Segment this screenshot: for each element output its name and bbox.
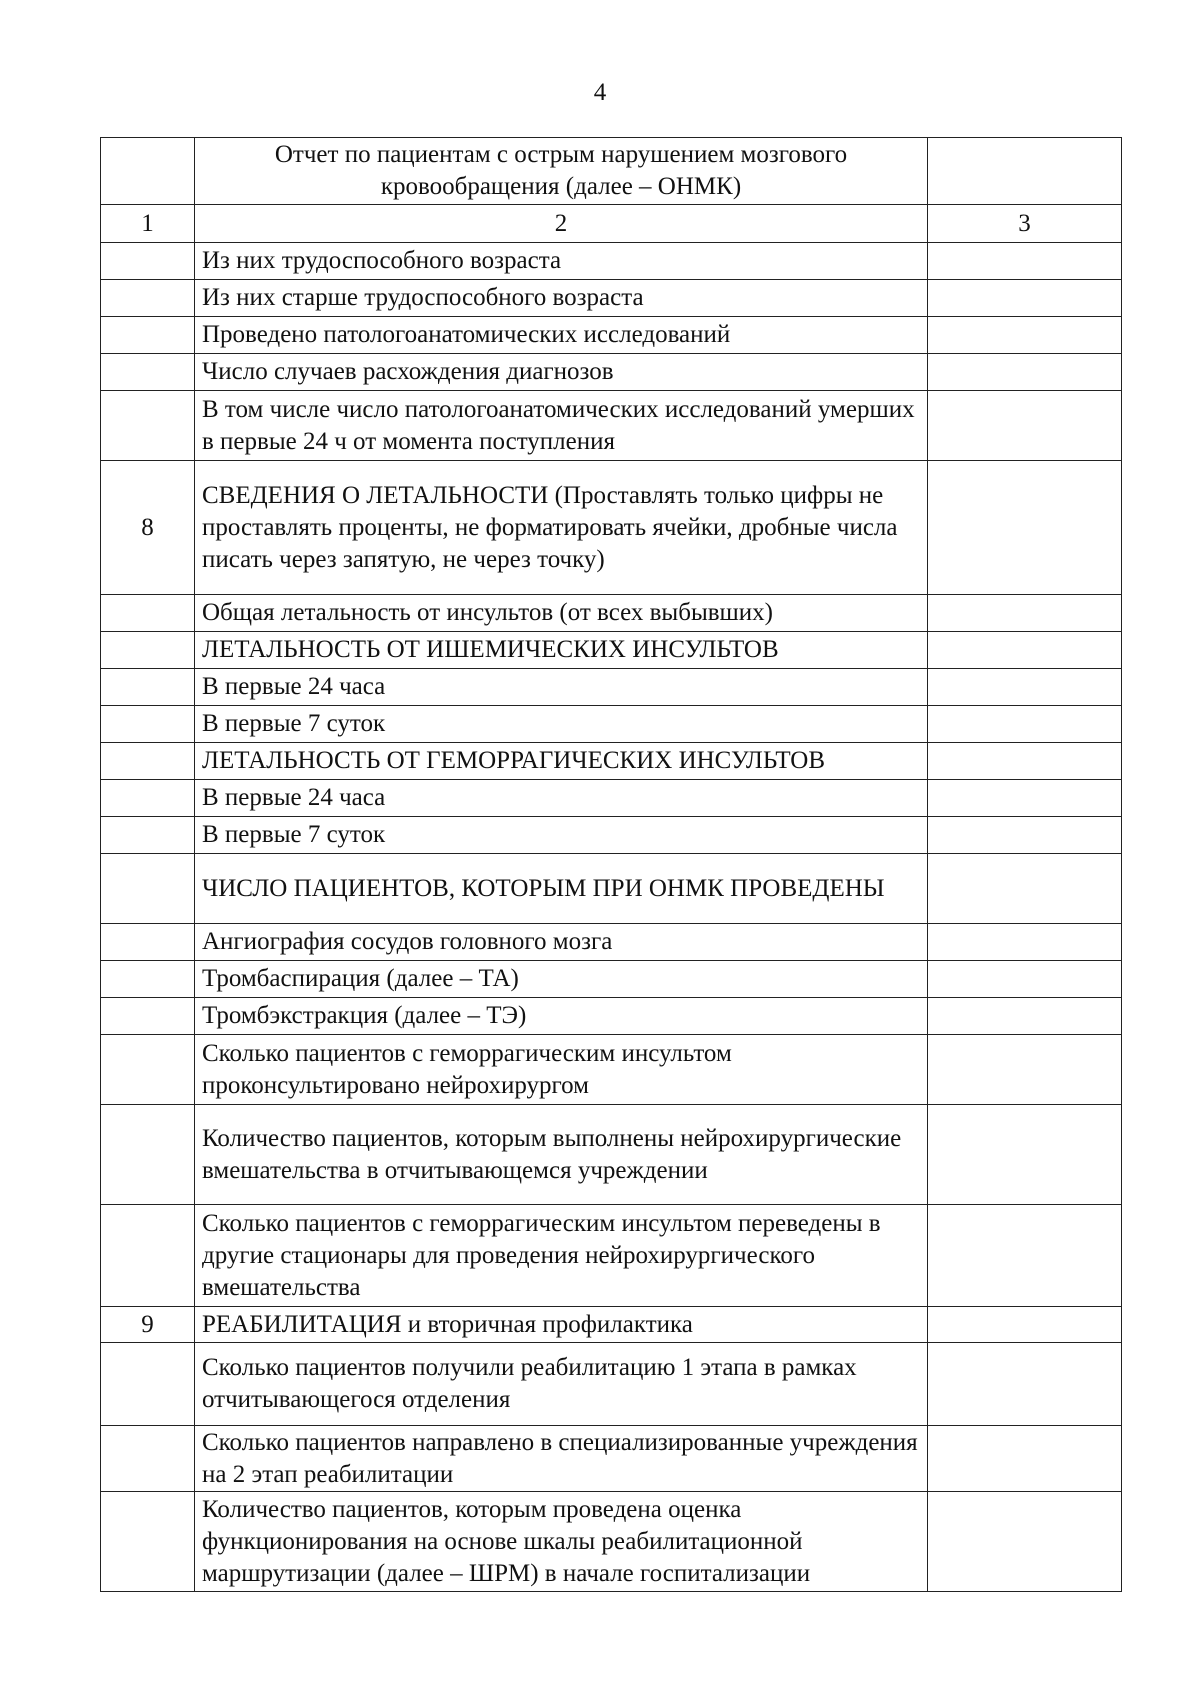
row-number-cell bbox=[101, 817, 195, 854]
table-row bbox=[101, 1035, 1122, 1105]
table-row bbox=[101, 354, 1122, 391]
report-table bbox=[100, 137, 1122, 1592]
row-text-cell: Из них трудоспособного возраста bbox=[195, 243, 928, 280]
page-number: 4 bbox=[593, 79, 607, 106]
table-row bbox=[101, 1105, 1122, 1205]
row-number-cell bbox=[101, 743, 195, 780]
row-text-cell: В том числе число патологоанатомических исследований умерших в первые 24 ч от момента поступления bbox=[195, 391, 928, 461]
table-row bbox=[101, 780, 1122, 817]
row-text-cell: Тромбаспирация (далее – ТА) bbox=[195, 961, 928, 998]
row-text-cell: Общая летальность от инсультов (от всех выбывших) bbox=[195, 595, 928, 632]
row-value-cell[interactable] bbox=[928, 632, 1122, 669]
table-row bbox=[101, 317, 1122, 354]
row-text-cell: Количество пациентов, которым выполнены нейрохирургические вмешательства в отчитывающемся учреждении bbox=[195, 1105, 928, 1205]
row-number-cell bbox=[101, 595, 195, 632]
table-row bbox=[101, 461, 1122, 595]
row-number-cell bbox=[101, 354, 195, 391]
row-number-cell bbox=[101, 243, 195, 280]
row-value-cell[interactable] bbox=[928, 1492, 1122, 1592]
row-number-cell bbox=[101, 391, 195, 461]
row-text-cell: СВЕДЕНИЯ О ЛЕТАЛЬНОСТИ (Проставлять только цифры не проставлять проценты, не форматировать ячейки, дробные числа писать через запятую, не через точку) bbox=[195, 461, 928, 595]
row-number-cell bbox=[101, 632, 195, 669]
row-number-cell bbox=[101, 1343, 195, 1426]
row-text-cell: Ангиография сосудов головного мозга bbox=[195, 924, 928, 961]
row-value-cell[interactable] bbox=[928, 817, 1122, 854]
row-text-cell: В первые 7 суток bbox=[195, 706, 928, 743]
row-text-cell: Тромбэкстракция (далее – ТЭ) bbox=[195, 998, 928, 1035]
row-text-cell: Сколько пациентов с геморрагическим инсультом переведены в другие стационары для проведения нейрохирургического вмешательства bbox=[195, 1205, 928, 1307]
row-number-cell bbox=[101, 854, 195, 924]
row-value-cell[interactable] bbox=[928, 1307, 1122, 1343]
row-number-cell: 8 bbox=[101, 461, 195, 595]
row-value-cell[interactable] bbox=[928, 780, 1122, 817]
table-row bbox=[101, 743, 1122, 780]
row-text-cell: В первые 24 часа bbox=[195, 780, 928, 817]
row-number-cell bbox=[101, 961, 195, 998]
row-value-cell[interactable] bbox=[928, 1105, 1122, 1205]
table-row bbox=[101, 961, 1122, 998]
row-value-cell[interactable] bbox=[928, 243, 1122, 280]
row-value-cell[interactable] bbox=[928, 998, 1122, 1035]
table-row bbox=[101, 854, 1122, 924]
row-number-cell bbox=[101, 1492, 195, 1592]
column-number-3: 3 bbox=[928, 205, 1122, 243]
row-value-cell[interactable] bbox=[928, 706, 1122, 743]
row-text-cell: Число случаев расхождения диагнозов bbox=[195, 354, 928, 391]
row-value-cell[interactable] bbox=[928, 1205, 1122, 1307]
row-value-cell[interactable] bbox=[928, 743, 1122, 780]
row-text-cell: Из них старше трудоспособного возраста bbox=[195, 280, 928, 317]
row-number-cell bbox=[101, 669, 195, 706]
row-text-cell: В первые 24 часа bbox=[195, 669, 928, 706]
row-value-cell[interactable] bbox=[928, 391, 1122, 461]
row-value-cell[interactable] bbox=[928, 595, 1122, 632]
row-text-cell: ЧИСЛО ПАЦИЕНТОВ, КОТОРЫМ ПРИ ОНМК ПРОВЕДЕНЫ bbox=[195, 854, 928, 924]
table-row bbox=[101, 998, 1122, 1035]
column-number-1: 1 bbox=[101, 205, 195, 243]
row-text-cell: Проведено патологоанатомических исследований bbox=[195, 317, 928, 354]
table-row bbox=[101, 1307, 1122, 1343]
row-number-cell bbox=[101, 998, 195, 1035]
row-text-cell: Сколько пациентов направлено в специализированные учреждения на 2 этап реабилитации bbox=[195, 1426, 928, 1492]
row-number-cell bbox=[101, 706, 195, 743]
row-number-cell bbox=[101, 317, 195, 354]
row-text-cell: ЛЕТАЛЬНОСТЬ ОТ ИШЕМИЧЕСКИХ ИНСУЛЬТОВ bbox=[195, 632, 928, 669]
table-row bbox=[101, 706, 1122, 743]
row-text-cell: Сколько пациентов с геморрагическим инсультом проконсультировано нейрохирургом bbox=[195, 1035, 928, 1105]
table-row bbox=[101, 669, 1122, 706]
row-text-cell: РЕАБИЛИТАЦИЯ и вторичная профилактика bbox=[195, 1307, 928, 1343]
table-row bbox=[101, 243, 1122, 280]
row-number-cell bbox=[101, 780, 195, 817]
row-value-cell[interactable] bbox=[928, 1343, 1122, 1426]
table-row bbox=[101, 391, 1122, 461]
row-value-cell[interactable] bbox=[928, 1426, 1122, 1492]
row-number-cell bbox=[101, 924, 195, 961]
row-number-cell bbox=[101, 1105, 195, 1205]
row-number-cell bbox=[101, 1035, 195, 1105]
row-number-cell bbox=[101, 1205, 195, 1307]
row-value-cell[interactable] bbox=[928, 354, 1122, 391]
title-value-cell bbox=[928, 138, 1122, 205]
table-row bbox=[101, 817, 1122, 854]
table-row bbox=[101, 1426, 1122, 1492]
table-row bbox=[101, 1492, 1122, 1592]
table-row bbox=[101, 632, 1122, 669]
table-title: Отчет по пациентам с острым нарушением мозгового кровообращения (далее – ОНМК) bbox=[195, 138, 928, 205]
row-number-cell bbox=[101, 280, 195, 317]
row-value-cell[interactable] bbox=[928, 924, 1122, 961]
row-text-cell: В первые 7 суток bbox=[195, 817, 928, 854]
table-row bbox=[101, 1343, 1122, 1426]
column-numbers-row bbox=[101, 205, 1122, 243]
table-row bbox=[101, 1205, 1122, 1307]
column-number-2: 2 bbox=[195, 205, 928, 243]
row-number-cell: 9 bbox=[101, 1307, 195, 1343]
row-value-cell[interactable] bbox=[928, 1035, 1122, 1105]
row-value-cell[interactable] bbox=[928, 854, 1122, 924]
table-title-row bbox=[101, 138, 1122, 205]
row-value-cell[interactable] bbox=[928, 280, 1122, 317]
table-row bbox=[101, 280, 1122, 317]
table-row bbox=[101, 595, 1122, 632]
row-text-cell: Сколько пациентов получили реабилитацию 1 этапа в рамках отчитывающегося отделения bbox=[195, 1343, 928, 1426]
row-number-cell bbox=[101, 1426, 195, 1492]
row-value-cell[interactable] bbox=[928, 669, 1122, 706]
table-row bbox=[101, 924, 1122, 961]
row-value-cell[interactable] bbox=[928, 317, 1122, 354]
row-text-cell: Количество пациентов, которым проведена оценка функционирования на основе шкалы реабилитационной маршрутизации (далее – ШРМ) в начале госпитализации bbox=[195, 1492, 928, 1592]
title-number-cell bbox=[101, 138, 195, 205]
row-value-cell[interactable] bbox=[928, 961, 1122, 998]
row-text-cell: ЛЕТАЛЬНОСТЬ ОТ ГЕМОРРАГИЧЕСКИХ ИНСУЛЬТОВ bbox=[195, 743, 928, 780]
row-value-cell[interactable] bbox=[928, 461, 1122, 595]
